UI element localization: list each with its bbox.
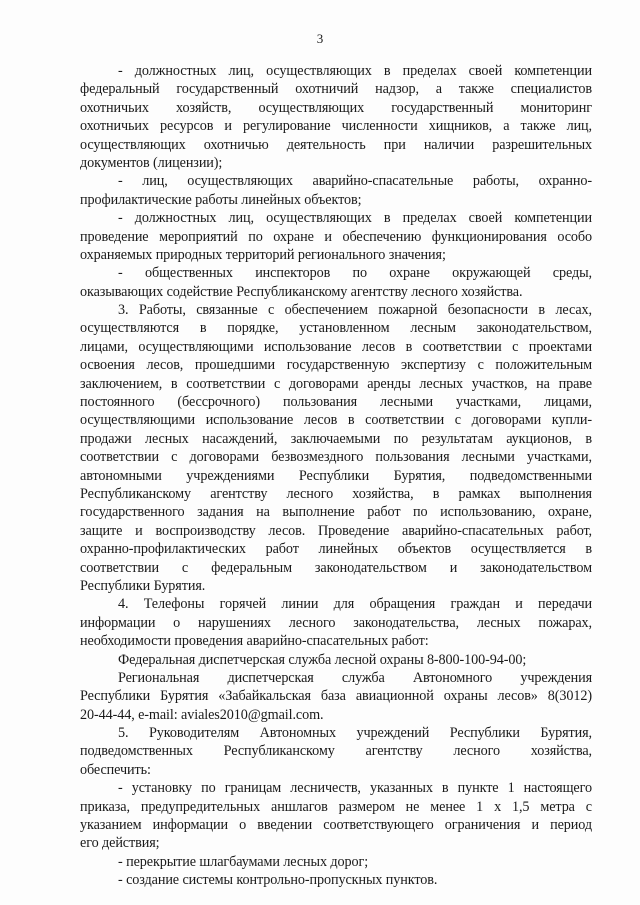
text-line: 3. Работы, связанные с обеспечением пожарной безопасности в лесах, (118, 302, 592, 319)
text-line: соответствии с федеральным законодательством и законодательством (80, 559, 592, 576)
text-line: защите и воспроизводству лесов. Проведение аварийно-спасательных работ, (80, 522, 592, 539)
text-line: осуществляются в порядке, установленном лесным законодательством, (80, 320, 592, 337)
text-line: Федеральная диспетчерская служба лесной охраны 8-800-100-94-00; (118, 651, 527, 668)
text-line: автономными учреждениями Республики Бурятия, подведомственными (80, 467, 592, 484)
text-line: - перекрытие шлагбаумами лесных дорог; (118, 853, 369, 870)
text-line: государственного задания на выполнение работ по использованию, охране, (80, 504, 592, 521)
text-line: охранно-профилактических работ линейных объектов осуществляется в (80, 541, 592, 558)
text-line: соответствии с договорами безвозмездного пользования лесными участками, (80, 449, 592, 466)
text-line: постоянного (бессрочного) пользования лесными участками, лицами, (80, 394, 592, 411)
text-line: 5. Руководителям Автономных учреждений Республики Бурятия, (118, 725, 592, 742)
text-line: обеспечить: (80, 761, 151, 778)
text-line: информации о нарушениях лесного законодательства, лесных пожарах, (80, 614, 592, 631)
text-line: заключением, в соответствии с договорами аренды лесных участков, на праве (80, 375, 592, 392)
text-line: Республики Бурятия. (80, 577, 206, 594)
text-line: необходимости проведения аварийно-спасательных работ: (80, 633, 429, 650)
text-line: - создание системы контрольно-пропускных пунктов. (118, 872, 438, 889)
text-line: 20-44-44, e-mail: aviales2010@gmail.com. (80, 706, 324, 723)
text-line: оказывающих содействие Республиканскому агентству лесного хозяйства. (80, 283, 523, 300)
text-line: - установку по границам лесничеств, указанных в пункте 1 настоящего (118, 780, 592, 797)
text-line: Региональная диспетчерская служба Автономного учреждения (118, 669, 592, 686)
text-line: - общественных инспекторов по охране окружающей среды, (118, 265, 592, 282)
text-line: проведение мероприятий по охране и обеспечению функционирования особо (80, 228, 592, 245)
text-line: документов (лицензии); (80, 154, 223, 171)
text-line: - должностных лиц, осуществляющих в пределах своей компетенции (118, 63, 592, 79)
text-line: подведомственных Республиканскому агентству лесного хозяйства, (80, 743, 592, 760)
text-line: указанием информации о введении соответствующего ограничения и период (80, 817, 592, 834)
text-line: его действия; (80, 835, 160, 852)
text-line: федеральный государственный охотничий надзор, а также специалистов (80, 81, 592, 98)
page-number: 3 (316, 31, 324, 46)
text-line: - лиц, осуществляющих аварийно-спасательные работы, охранно- (118, 173, 592, 190)
text-line: 4. Телефоны горячей линии для обращения граждан и передачи (118, 596, 592, 613)
text-line: лицами, осуществляющими использование лесов в соответствии с проектами (80, 338, 592, 355)
text-line: - должностных лиц, осуществляющих в пределах своей компетенции (118, 210, 592, 227)
text-line: профилактические работы линейных объектов; (80, 191, 362, 208)
text-line: приказа, предупредительных аншлагов размером не менее 1 х 1,5 метра с (80, 798, 592, 815)
text-line: охотничьих ресурсов и регулирование численности хищников, а также лиц, (80, 118, 592, 135)
text-line: Республики Бурятия «Забайкальская база авиационной охраны лесов» 8(3012) (80, 688, 592, 705)
text-line: Республиканскому агентству лесного хозяйства, в рамках выполнения (80, 485, 592, 502)
text-line: освоения лесов, прошедшими государственную экспертизу с положительным (80, 357, 592, 374)
text-line: продажи лесных насаждений, заключаемыми по результатам аукционов, в (80, 430, 592, 447)
text-line: осуществляющими использование лесов в соответствии с договорами купли- (80, 412, 592, 429)
document-body (80, 62, 592, 890)
text-line: охраняемых природных территорий регионального значения; (80, 246, 446, 263)
text-line: охотничьих хозяйств, осуществляющих государственный мониторинг (80, 99, 592, 116)
text-line: осуществляющих охотничью деятельность при наличии разрешительных (80, 136, 592, 153)
